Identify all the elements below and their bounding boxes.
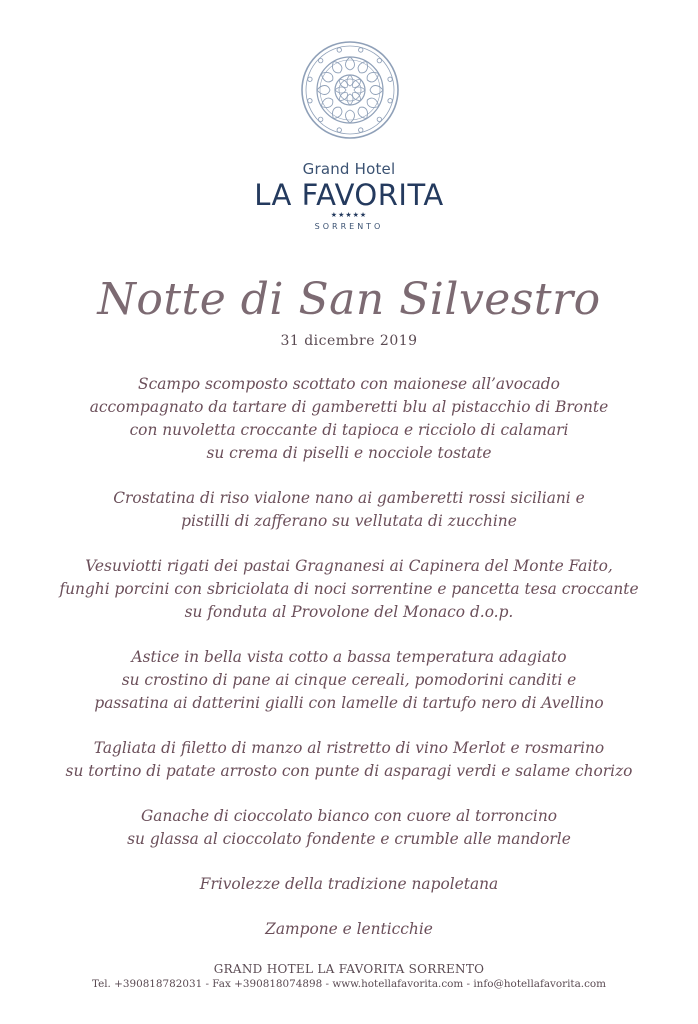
course-line: Tagliata di filetto di manzo al ristretto di vino Merlot e rosmarino [93, 739, 605, 757]
course-line: Zampone e lenticchie [265, 920, 433, 938]
course-line: Scampo scomposto scottato con maionese all’avocado [138, 375, 560, 393]
course-line: passatina ai datterini gialli con lamelle di tartufo nero di Avellino [94, 694, 604, 712]
hotel-stars: ★★★★★ [330, 211, 368, 219]
hotel-prefix: Grand Hotel [302, 160, 396, 178]
course-line: su glassa al cioccolato fondente e crumble alle mandorle [127, 830, 571, 848]
course-line: Crostatina di riso vialone nano ai gamberetti rossi siciliani e [113, 489, 585, 507]
course-1 [0, 373, 698, 465]
course-4 [0, 646, 698, 715]
hotel-city: SORRENTO [314, 222, 384, 231]
event-date: 31 dicembre 2019 [280, 333, 418, 349]
menu-courses [0, 373, 698, 963]
course-line: Ganache di cioccolato bianco con cuore al torroncino [140, 807, 558, 825]
event-title: Notte di San Silvestro [97, 274, 601, 325]
course-6 [0, 805, 698, 851]
course-5 [0, 737, 698, 783]
course-line: su crostino di pane ai cinque cereali, pomodorini canditi e [121, 671, 577, 689]
footer-contacts: Tel. +390818782031 - Fax +390818074898 - www.hotellafavorita.com - info@hotellafavorita.com [91, 978, 607, 990]
footer-hotel-name: GRAND HOTEL LA FAVORITA SORRENTO [213, 962, 485, 976]
rosette-medallion-icon [300, 40, 400, 140]
course-line: Frivolezze della tradizione napoletana [199, 875, 499, 893]
course-line: su crema di piselli e nocciole tostate [206, 444, 492, 462]
course-8 [0, 918, 698, 941]
course-line: funghi porcini con sbriciolata di noci sorrentine e pancetta tesa croccante [59, 580, 639, 598]
course-line: su tortino di patate arrosto con punte di asparagi verdi e salame chorizo [65, 762, 633, 780]
course-line: con nuvoletta croccante di tapioca e ricciolo di calamari [129, 421, 569, 439]
course-7 [0, 873, 698, 896]
course-line: pistilli di zafferano su vellutata di zucchine [181, 512, 517, 530]
course-line: Astice in bella vista cotto a bassa temperatura adagiato [131, 648, 567, 666]
course-2 [0, 487, 698, 533]
course-3 [0, 555, 698, 624]
course-line: accompagnato da tartare di gamberetti blu al pistacchio di Bronte [89, 398, 609, 416]
course-line: su fonduta al Provolone del Monaco d.o.p. [184, 603, 514, 621]
course-line: Vesuviotti rigati dei pastai Gragnanesi ai Capinera del Monte Faito, [85, 557, 613, 575]
hotel-name: LA FAVORITA [254, 178, 444, 212]
